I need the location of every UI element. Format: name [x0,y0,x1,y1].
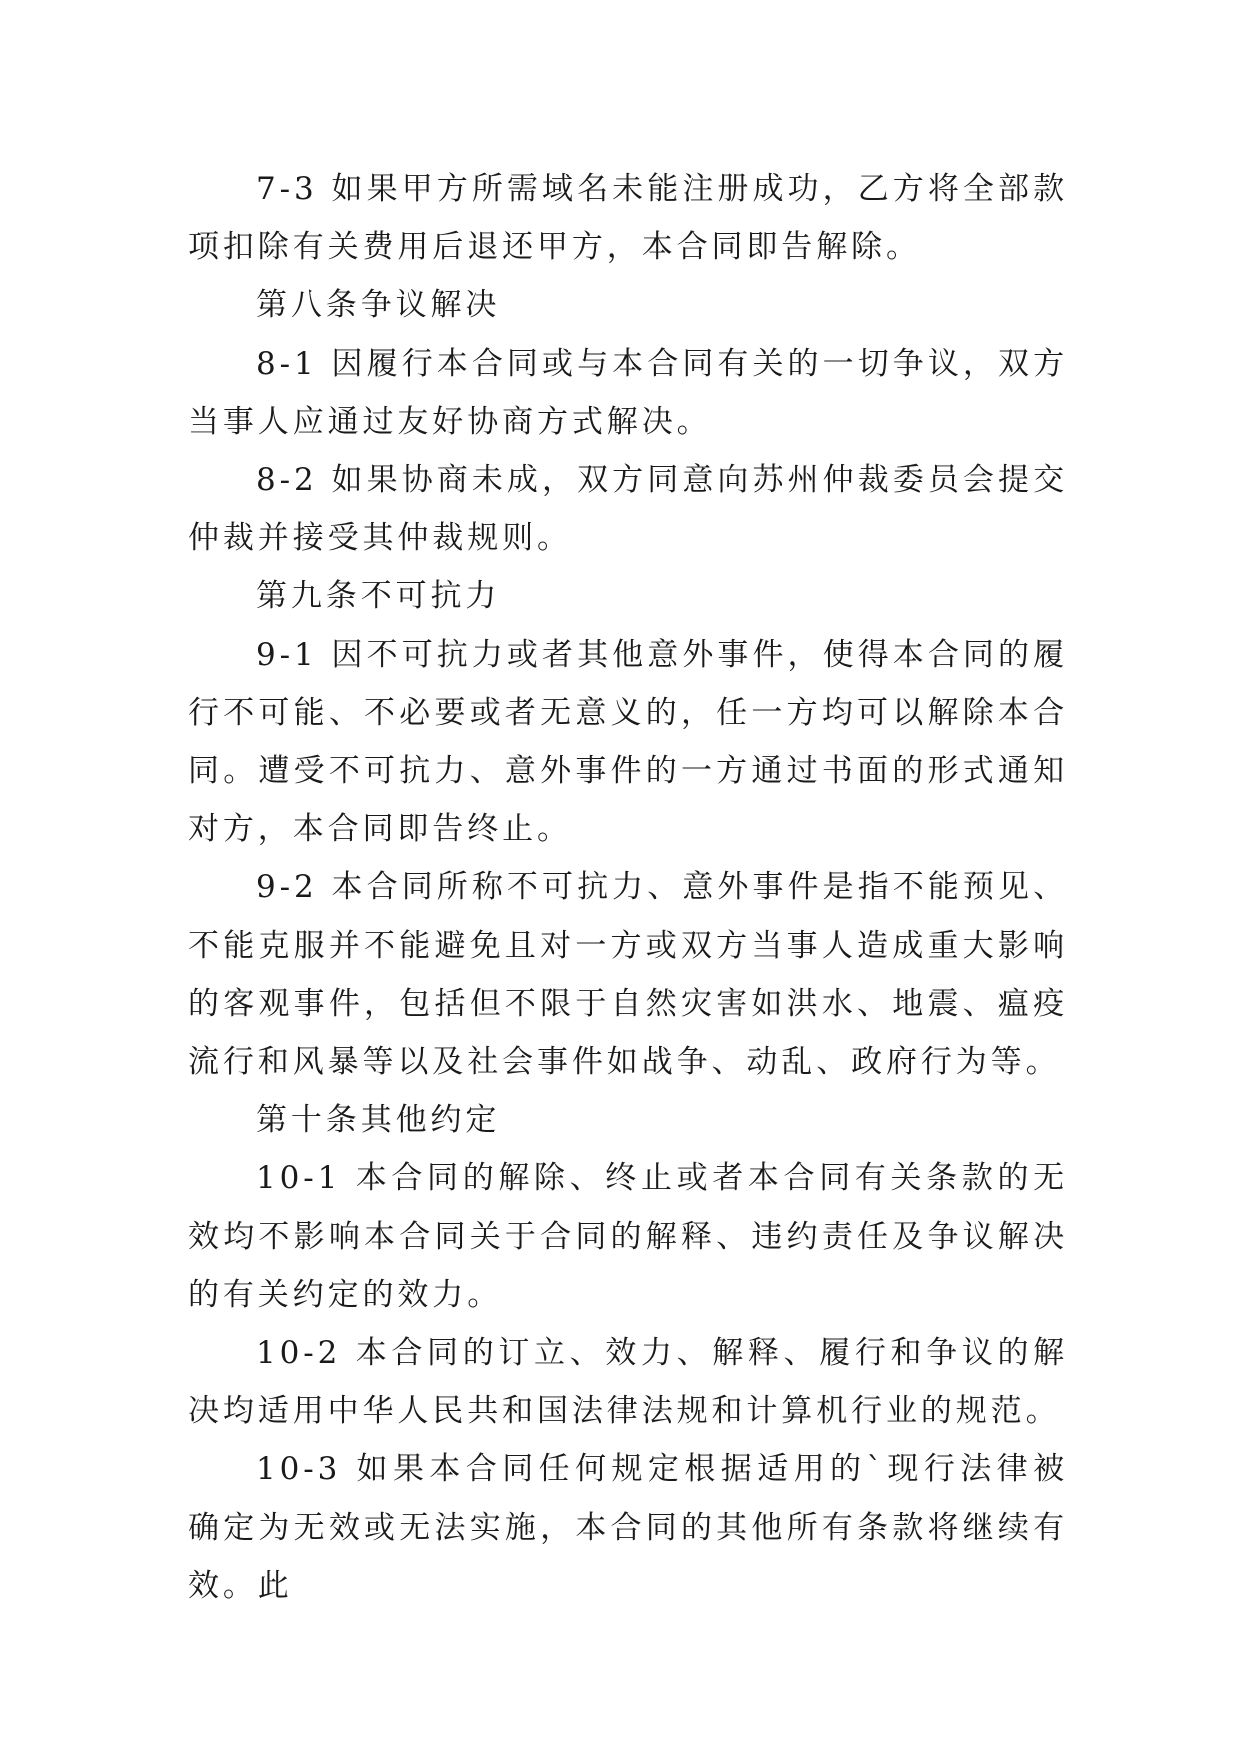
clause-8-2: 8-2 如果协商未成，双方同意向苏州仲裁委员会提交仲裁并接受其仲裁规则。 [188,462,1068,557]
document-body [188,160,1068,1615]
clause-7-3: 7-3 如果甲方所需域名未能注册成功，乙方将全部款项扣除有关费用后退还甲方，本合同即告解除。 [188,171,1068,266]
article-9-heading: 第九条不可抗力 [256,578,501,615]
clause-8-1: 8-1 因履行本合同或与本合同有关的一切争议，双方当事人应通过友好协商方式解决。 [188,345,1068,440]
clause-10-1: 10-1 本合同的解除、终止或者本合同有关条款的无效均不影响本合同关于合同的解释、违约责任及争议解决的有关约定的效力。 [188,1160,1068,1313]
article-10-heading: 第十条其他约定 [256,1102,501,1139]
article-8-heading: 第八条争议解决 [256,287,501,324]
clause-10-2: 10-2 本合同的订立、效力、解释、履行和争议的解决均适用中华人民共和国法律法规和计算机行业的规范。 [188,1335,1068,1430]
clause-10-3: 10-3 如果本合同任何规定根据适用的`现行法律被确定为无效或无法实施，本合同的其他所有条款将继续有效。此 [188,1451,1068,1604]
clause-9-2: 9-2 本合同所称不可抗力、意外事件是指不能预见、不能克服并不能避免且对一方或双方当事人造成重大影响的客观事件，包括但不限于自然灾害如洪水、地震、瘟疫流行和风暴等以及社会事件如战争、动乱、政府行为等。 [188,869,1068,1081]
clause-9-1: 9-1 因不可抗力或者其他意外事件，使得本合同的履行不可能、不必要或者无意义的，任一方均可以解除本合同。遭受不可抗力、意外事件的一方通过书面的形式通知对方，本合同即告终止。 [188,636,1068,848]
